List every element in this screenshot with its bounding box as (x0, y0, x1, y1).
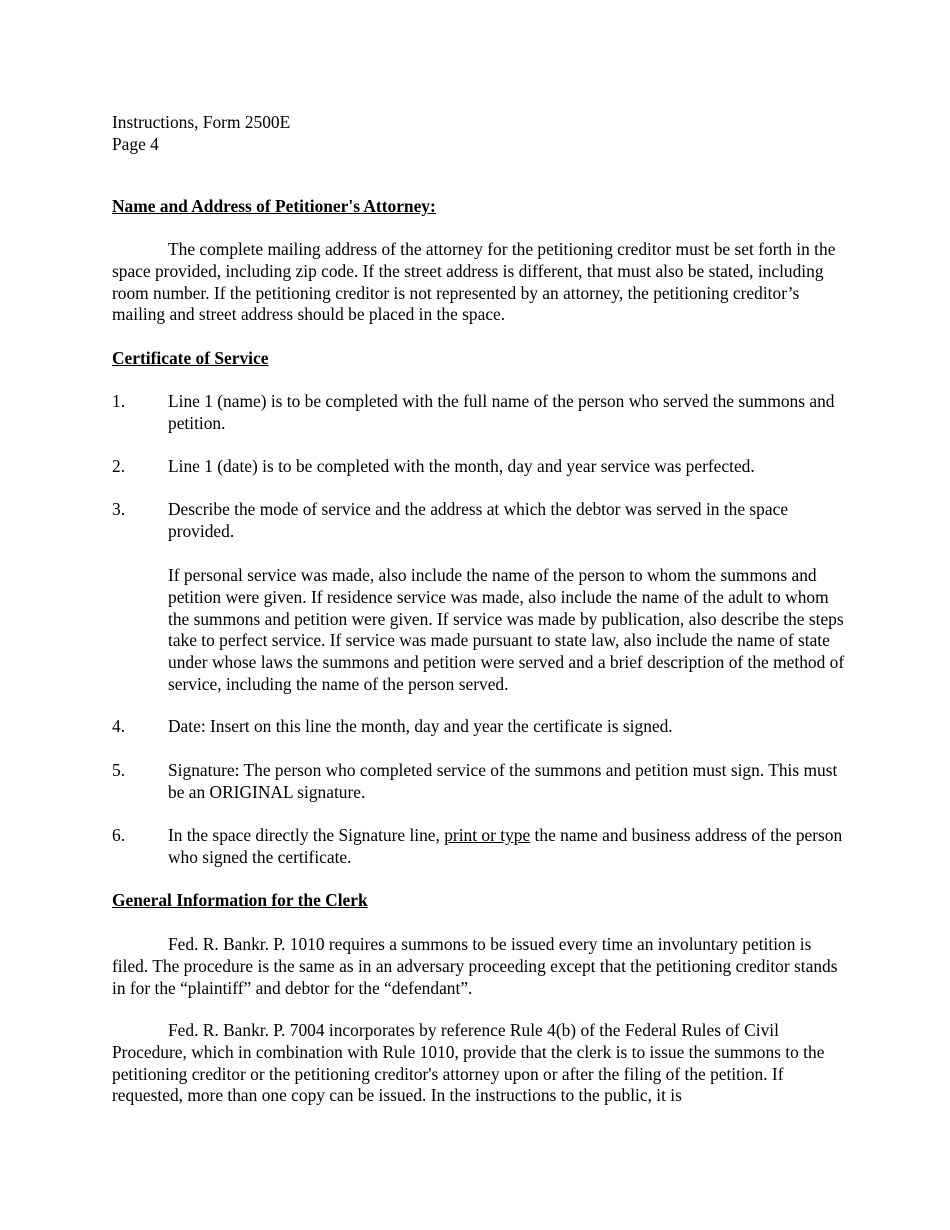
item-text (168, 825, 847, 869)
attorney-heading: Name and Address of Petitioner's Attorney: (112, 196, 436, 216)
item-number: 2. (112, 456, 126, 476)
item-number: 4. (112, 716, 126, 736)
item-text-end: the name and business address of the person who signed the certificate. (168, 825, 843, 867)
item-text: Line 1 (name) is to be completed with the full name of the person who served the summons and petition. (168, 391, 835, 433)
list-item (112, 499, 847, 543)
list-item (112, 825, 847, 869)
item-text: Date: Insert on this line the month, day and year the certificate is signed. (168, 716, 673, 736)
list-item-continuation (112, 565, 847, 696)
form-title: Instructions, Form 2500E (112, 112, 291, 132)
item-text-start: In the space directly the Signature line, (168, 825, 445, 845)
attorney-paragraph: The complete mailing address of the attorney for the petitioning creditor must be set forth in the space provided, including zip code. If the street address is different, that must also be stated, including room number. If the petitioning creditor is not represented by an attorney, the petitioning creditor’s mailing and street address should be placed in the space. (112, 239, 836, 325)
certificate-heading: Certificate of Service (112, 348, 269, 368)
clerk-paragraph-1: Fed. R. Bankr. P. 1010 requires a summons to be issued every time an involuntary petition is filed. The procedure is the same as in an adversary proceeding except that the petitioning creditor stands in for the “plaintiff” and debtor for the “defendant”. (112, 934, 838, 998)
print-or-type-emphasis: print or type (444, 825, 531, 845)
list-item (112, 760, 847, 804)
item-text: If personal service was made, also include the name of the person to whom the summons and petition were given. If residence service was made, also include the name of the adult to whom the summons and petition were given. If service was made by publication, also describe the steps take to perfect service. If service was made pursuant to state law, also include the name of state under whose laws the summons and petition were served and a brief description of the method of service, including the name of the person served. (168, 565, 845, 694)
page-number: Page 4 (112, 133, 159, 154)
item-text: Describe the mode of service and the address at which the debtor was served in the space provided. (168, 499, 789, 541)
item-number: 1. (112, 391, 126, 411)
clerk-heading: General Information for the Clerk (112, 890, 368, 910)
page-header (112, 112, 290, 156)
clerk-paragraph-2: Fed. R. Bankr. P. 7004 incorporates by reference Rule 4(b) of the Federal Rules of Civil Procedure, which in combination with Rule 1010, provide that the clerk is to issue the summons to the petitioning creditor or the petitioning creditor's attorney upon or after the filing of the petition. If requested, more than one copy can be issued. In the instructions to the public, it is (112, 1020, 825, 1106)
item-number: 6. (112, 825, 126, 845)
list-item (112, 391, 847, 435)
list-item (112, 456, 847, 478)
item-text: Signature: The person who completed service of the summons and petition must sign. This must be an ORIGINAL signature. (168, 760, 838, 802)
item-number: 5. (112, 760, 126, 780)
list-item (112, 716, 847, 738)
item-number: 3. (112, 499, 126, 519)
item-text: Line 1 (date) is to be completed with the month, day and year service was perfected. (168, 456, 755, 476)
